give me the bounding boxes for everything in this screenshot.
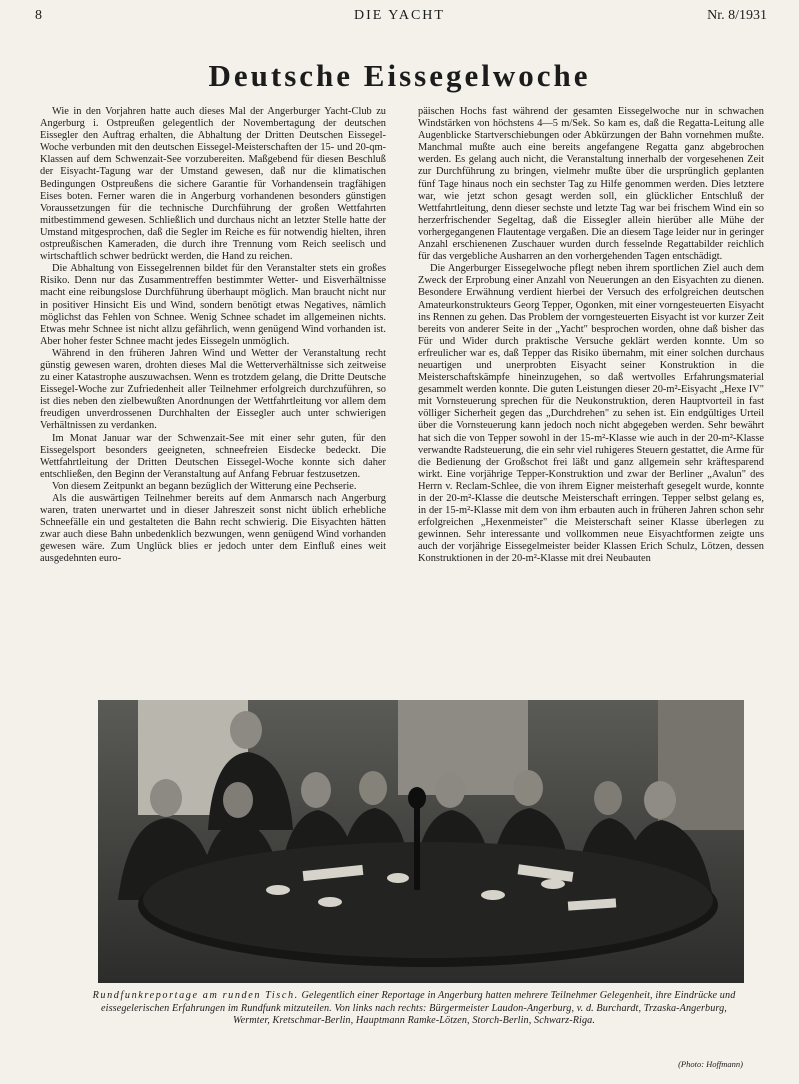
left-column: [40, 106, 386, 566]
paragraph: Von diesem Zeitpunkt an begann bezüglich der Witterung eine Pechserie.: [52, 480, 357, 492]
caption-text: Gelegentlich einer Reportage in Angerburg hatten mehrere Teilnehmer Gelegenheit, ihre Eindrücke und eissegelerischen Erfahrungen im Rundfunk mitzuteilen. Von links nach rechts: Bürgermeister Laudon-Angerburg, v. d. Burchardt, Trzaska-Angerburg, Wermter, Kretschmar-Berlin, Hauptmann Ramke-Lötzen, Storch-Berlin, Schwarz-Riga.: [101, 990, 736, 1026]
paragraph: Als die auswärtigen Teilnehmer bereits auf dem Anmarsch nach Angerburg waren, traten unerwartet und in dieser Jahreszeit sonst nicht üblich erhebliche Schneefälle ein und gestalteten die Bahn recht schwierig. Die Eisyachten hätten zwar auch diese Bahn unbedenklich bezwungen, wenn genügend Wind vorhanden gewesen wäre. Zum Unglück blies er jedoch unter dem Einfluß eines weit ausgedehnten euro-: [40, 493, 386, 565]
photo-credit: (Photo: Hoffmann): [678, 1059, 743, 1069]
issue-number: Nr. 8/1931: [707, 8, 767, 23]
article-title: Deutsche Eissegelwoche: [208, 58, 591, 93]
paragraph: Während in den früheren Jahren Wind und Wetter der Veranstaltung recht günstig gewesen waren, drohten dieses Mal die Wetterverhältnisse sich zeitweise zu einer Katastrophe auszuwachsen. Wenn es trotzdem gelang, die Dritte Deutsche Eissegel-Woche zur Zufriedenheit aller Teilnehmer erfolgreich durchzuführen, so ist dies neben den zielbewußten Anordnungen der Wettfahrtleitung vor allem dem freudigen unverdrossenen Durchhalten der Eissegler auch unter schwierigen Verhältnissen zu verdanken.: [40, 347, 386, 432]
group-photo: [98, 700, 744, 983]
paragraph: Die Angerburger Eissegelwoche pflegt neben ihrem sportlichen Ziel auch dem Zweck der Erprobung einer Anzahl von Neuerungen an den Eisyachten zu dienen. Besondere Erwähnung verdient hierbei der Versuch des erfolgreichen deutschen Amateurkonstrukteurs Georg Tepper, Ogonken, mit einer vorngesteuerten Eisyacht ins Rennen zu gehen. Das Problem der vorngesteuerten Eisyacht ist vor kurzer Zeit bereits von anderer Seite in der „Yacht" besprochen worden, ohne daß bisher das Für und Wider durch praktische Versuche geklärt werden konnte. Um so erfreulicher war es, daß Tepper das Risiko übernahm, mit einer solchen durchaus neuartigen und unerprobten Eisyacht seiner Konstruktion in die Meisterschaftskämpfe hineinzugehen, so daß wertvolles Erfahrungsmaterial gesammelt werden konnte. Die guten Leistungen dieser 20-m²-Eisyacht „Hexe IV" mit Vornsteuerung sprechen für die Neukonstruktion, deren Hauptvorteil in fast völliger Sicherheit gegen das „Durchdrehen" zu sehen ist. Ein endgültiges Urteil über die Vornsteuerung kann jedoch noch nicht abgegeben werden. Sehr bewährt hat sich die von Tepper sowohl in der 15-m²-Klasse wie auch in der 20-m²-Klasse verwandte Radsteuerung, die ein sehr viel ruhigeres Steuern gestattet, die Arme für die Bedienung der Großschot frei läßt und ganz allgemein sehr kräftesparend wirkt. Eine vorjährige Tepper-Konstruktion und zwar der Berliner „Avalun" des Herrn v. Reclam-Schlee, die von ihrem Eigner meisterhaft gesegelt wurde, konnte in der 20-m²-Klasse die deutsche Meisterschaft erringen. Tepper selbst gelang es, in der 15-m²-Klasse mit dem von ihm erbauten auch in früheren Jahren schon sehr erfolgreichen „Hexenmeister" die Meisterschaft seiner Klasse überlegen zu gewinnen. Sehr interessante und vollkommen neue Eisyachtformen zeigte uns auch der vorjährige Eissegelmeister beider Klassen Erich Schulz, Lötzen, dessen Konstruktionen in der 20-m²-Klasse mit drei Neubauten: [418, 263, 764, 565]
right-column: [418, 106, 764, 566]
caption-lead: Rundfunkreportage am runden Tisch.: [92, 990, 299, 1001]
page-header: [0, 8, 799, 28]
page-number: 8: [35, 8, 42, 23]
paragraph: Wie in den Vorjahren hatte auch dieses Mal der Angerburger Yacht-Club zu Angerburg i. Ostpreußen gelegentlich der Novembertagung der deutschen Eissegler den Auftrag erhalten, die Abhaltung der Dritten Deutschen Eissegel-Woche verbunden mit den deutschen Eissegel-Meisterschaften der 15- und 20-qm-Klassen auf dem Schwenzait-See vorzubereiten. Maßgebend für diesen Beschluß der Eisyacht-Tagung war der Umstand gewesen, daß nur die klimatischen Bedingungen Ostpreußens die sichere Garantie für Vorhandensein tragfähigen Eises boten. Ferner waren die in Angerburg vorhandenen besonders günstigen Voraussetzungen für die technische Durchführung der großen Wettfahrten mitbestimmend gewesen. Schließlich und durchaus nicht an letzter Stelle hatte der Umstand mitgesprochen, daß die Segler im Reiche es für notwendig hielten, ihren ostpreußischen Kameraden, die durch ihre Trennung vom Reich seelisch und wirtschaftlich schwer bedrückt werden, die Hand zu reichen.: [40, 106, 386, 263]
paragraph: Die Abhaltung von Eissegelrennen bildet für den Veranstalter stets ein großes Risiko. Denn nur das Zusammentreffen bestimmter Wetter- und Eisverhältnisse macht eine reibungslose Durchführung überhaupt möglich. Man braucht nicht nur in positiver Hinsicht Eis und Wind, sondern benötigt etwas Negatives, nämlich möglichst das Fehlen von Schnee. Wenig Schnee schadet im allgemeinen nichts. Etwas mehr Schnee ist nicht allzu gefährlich, wenn genügend Wind vorhanden ist. Aber hoher fester Schnee macht jedes Eissegeln unmöglich.: [40, 263, 386, 347]
photo-caption: [84, 990, 744, 1028]
paragraph: Im Monat Januar war der Schwenzait-See mit einer sehr guten, für den Eissegelsport besonders geeigneten, schneefreien Eisdecke bedeckt. Die Wettfahrtleitung der Dritten Deutschen Eissegel-Woche konnte sich daher entschließen, den Beginn der Veranstaltung auf Anfang Februar festzusetzen.: [40, 432, 386, 480]
paragraph: päischen Hochs fast während der gesamten Eissegelwoche nur in schwachen Windstärken von höchstens 4—5 m/Sek. So kam es, daß die Regatta-Leitung alle Augenblicke Startverschiebungen oder Abkürzungen der Bahn vornehmen mußte. Manchmal mußte auch eine bereits angefangene Regatta ganz abgebrochen werden. Es gelang auch nicht, die Veranstaltung innerhalb der vorgesehenen Zeit zur Durchführung zu bringen, vielmehr mußte über die ursprünglich geplanten fünf Tage hinaus noch ein sechster Tag zu Hilfe genommen werden. Dies letztere war, wie jetzt schon gesagt werden soll, ein glücklicher Entschluß der Wettfahrtleitung, denn dieser sechste und letzte Tag war bei frischem Wind ein so herzerfrischender Segeltag, daß die Eissegler allein hierüber alle Mühe der vorhergegangenen Flautentage vergaßen. Die an diesem Tage leider nur in geringer Anzahl erschienenen Zuschauer wurden durch fesselnde Regattabilder reichlich für das vergebliche Ausharren an den vorhergehenden Tagen entschädigt.: [418, 106, 764, 263]
journal-title: DIE YACHT: [354, 8, 445, 23]
